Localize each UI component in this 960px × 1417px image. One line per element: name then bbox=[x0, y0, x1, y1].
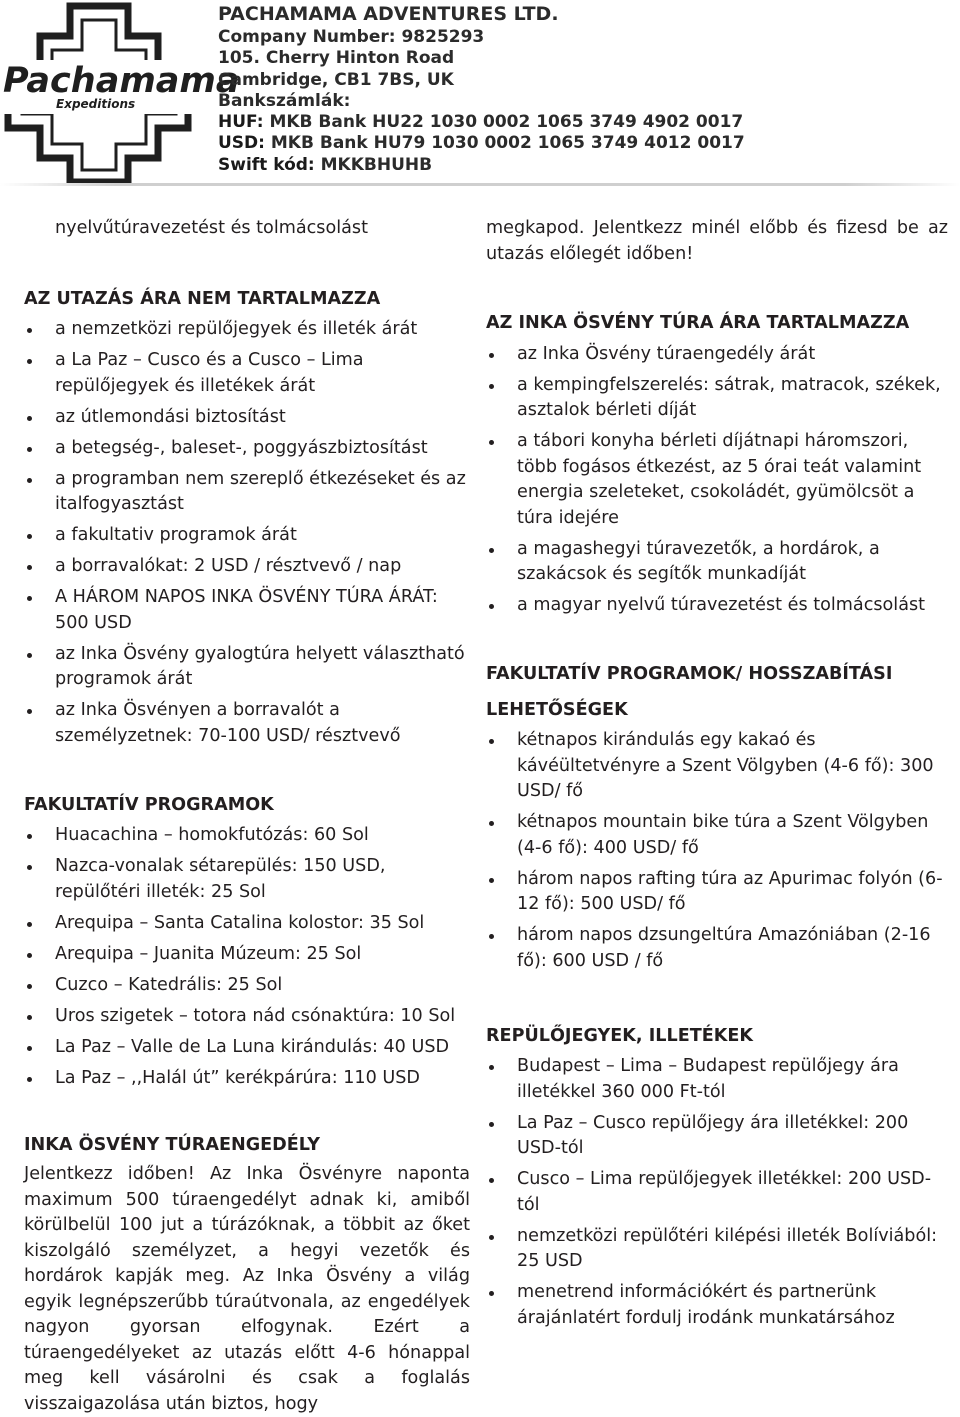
list-item: Huacachina – homokfutózás: 60 Sol bbox=[24, 823, 470, 849]
list-item: La Paz – Cusco repülőjegy ára illetékkel: 200 USD-tól bbox=[486, 1111, 948, 1162]
list-item: La Paz – Valle de La Luna kirándulás: 40 USD bbox=[24, 1035, 470, 1061]
address-line-1: 105. Cherry Hinton Road bbox=[218, 48, 455, 69]
logo-text: Pachamama bbox=[3, 61, 240, 101]
huf-value: MKB Bank HU22 1030 0002 1065 3749 4902 0017 bbox=[269, 112, 744, 133]
list-item: a nemzetközi repülőjegyek és illeték árát bbox=[24, 317, 470, 343]
usd-account bbox=[218, 133, 745, 154]
list-item: a magashegyi túravezetők, a hordárok, a szakácsok és segítők munkadíját bbox=[486, 537, 948, 588]
list-item: a La Paz – Cusco és a Cusco – Lima repülőjegyek és illetékek árát bbox=[24, 348, 470, 399]
header-divider bbox=[0, 183, 960, 186]
company-number: Company Number: 9825293 bbox=[218, 27, 485, 47]
list-item: három napos rafting túra az Apurimac folyón (6-12 fő): 500 USD/ fő bbox=[486, 867, 948, 918]
extension-list bbox=[486, 728, 948, 974]
permit-title: INKA ÖSVÉNY TÚRAENGEDÉLY bbox=[24, 1134, 320, 1155]
list-item: Cuzco – Katedrális: 25 Sol bbox=[24, 973, 470, 999]
list-item: az Inka Ösvény gyalogtúra helyett választható programok árát bbox=[24, 642, 470, 693]
optional-programs-list bbox=[24, 823, 470, 1091]
list-item: a betegség-, baleset-, poggyászbiztosítást bbox=[24, 436, 470, 462]
huf-account bbox=[218, 112, 745, 133]
extension-title-line-1: FAKULTATÍV PROGRAMOK/ HOSSZABÍTÁSI bbox=[486, 664, 893, 684]
list-item: Budapest – Lima – Budapest repülőjegy ára illetékkel 360 000 Ft-tól bbox=[486, 1054, 948, 1105]
list-item: a borravalókat: 2 USD / résztvevő / nap bbox=[24, 554, 470, 580]
address-line-2: Cambridge, CB1 7BS, UK bbox=[218, 69, 454, 90]
list-item: Arequipa – Santa Catalina kolostor: 35 Sol bbox=[24, 911, 470, 937]
not-included-title: AZ UTAZÁS ÁRA NEM TARTALMAZZA bbox=[24, 288, 381, 309]
not-included-list bbox=[24, 317, 470, 749]
list-item: nemzetközi repülőtéri kilépési illeték Bolíviából: 25 USD bbox=[486, 1224, 948, 1275]
list-item: Arequipa – Juanita Múzeum: 25 Sol bbox=[24, 942, 470, 968]
flights-title: REPÜLŐJEGYEK, ILLETÉKEK bbox=[486, 1025, 754, 1046]
flights-list bbox=[486, 1054, 948, 1331]
list-item: kétnapos kirándulás egy kakaó és kávéültetvényre a Szent Völgyben (4-6 fő): 300 USD/ fő bbox=[486, 728, 948, 805]
logo-subtext: Expeditions bbox=[56, 97, 136, 111]
included-title: AZ INKA ÖSVÉNY TÚRA ÁRA TARTALMAZZA bbox=[486, 313, 910, 333]
swift-value: MKKBHUHB bbox=[320, 154, 433, 175]
intro-continuation: nyelvűtúravezetést és tolmácsolást bbox=[55, 218, 368, 238]
company-name: PACHAMAMA ADVENTURES LTD. bbox=[218, 3, 559, 25]
permit-text-continuation: megkapod. Jelentkezz minél előbb és fizesd be az utazás előlegét időben! bbox=[486, 218, 948, 264]
list-item: az Inka Ösvény túraengedély árát bbox=[486, 342, 948, 368]
swift-label: Swift kód: bbox=[218, 154, 315, 175]
usd-value: MKB Bank HU79 1030 0002 1065 3749 4012 0017 bbox=[270, 133, 745, 154]
list-item: Uros szigetek – totora nád csónaktúra: 10 Sol bbox=[24, 1004, 470, 1030]
list-item: a tábori konyha bérleti díjátnapi háromszori, több fogásos étkezést, az 5 órai teát valamint energia szeleteket, csokoládét, gyümölcsöt a túra idejére bbox=[486, 429, 948, 531]
included-list bbox=[486, 342, 948, 619]
list-item: a programban nem szereplő étkezéseket és az italfogyasztást bbox=[24, 467, 470, 518]
usd-label: USD: bbox=[218, 133, 265, 154]
swift-code bbox=[218, 155, 745, 176]
optional-programs-title: FAKULTATÍV PROGRAMOK bbox=[24, 794, 274, 815]
company-details bbox=[218, 0, 745, 176]
list-item: menetrend információkért és partnerünk árajánlatért fordulj irodánk munkatársához bbox=[486, 1280, 948, 1331]
list-item: három napos dzsungeltúra Amazóniában (2-16 fő): 600 USD / fő bbox=[486, 923, 948, 974]
list-item: a fakultativ programok árát bbox=[24, 523, 470, 549]
pachamama-logo bbox=[0, 0, 240, 185]
right-column bbox=[486, 216, 948, 1337]
list-item: a kempingfelszerelés: sátrak, matracok, székek, asztalok bérleti díját bbox=[486, 373, 948, 424]
letterhead bbox=[0, 0, 960, 190]
list-item: A HÁROM NAPOS INKA ÖSVÉNY TÚRA ÁRÁT: 500 USD bbox=[24, 585, 470, 636]
permit-text: Jelentkezz időben! Az Inka Ösvényre naponta maximum 500 túraengedélyt adnak ki, amiből körülbelül 100 jut a túrázóknak, a többit az őket kiszolgáló személyzet, a hegyi vezetők és hordárok kapják meg. Az Inka Ösvény a világ egyik legnépszerűbb túraútvonala, az engedélyek nagyon gyorsan elfogynak. Ezért a túraengedélyeket az utazás előtt 4-6 hónappal meg kell vásárolni és csak a foglalás visszaigazolása után biztos, hogy bbox=[24, 1164, 470, 1414]
bank-accounts-label: Bankszámlák: bbox=[218, 90, 351, 111]
list-item: az útlemondási biztosítást bbox=[24, 405, 470, 431]
huf-label: HUF: bbox=[218, 112, 264, 133]
list-item: Cusco – Lima repülőjegyek illetékkel: 200 USD-tól bbox=[486, 1167, 948, 1218]
list-item: La Paz – ,,Halál út” kerékpárúra: 110 USD bbox=[24, 1066, 470, 1092]
list-item: az Inka Ösvényen a borravalót a személyzetnek: 70-100 USD/ résztvevő bbox=[24, 698, 470, 749]
list-item: a magyar nyelvű túravezetést és tolmácsolást bbox=[486, 593, 948, 619]
list-item: Nazca-vonalak sétarepülés: 150 USD, repülőtéri illeték: 25 Sol bbox=[24, 854, 470, 905]
left-column bbox=[24, 216, 470, 1417]
extension-title-line-2: LEHETŐSÉGEK bbox=[486, 699, 628, 720]
list-item: kétnapos mountain bike túra a Szent Völgyben (4-6 fő): 400 USD/ fő bbox=[486, 810, 948, 861]
